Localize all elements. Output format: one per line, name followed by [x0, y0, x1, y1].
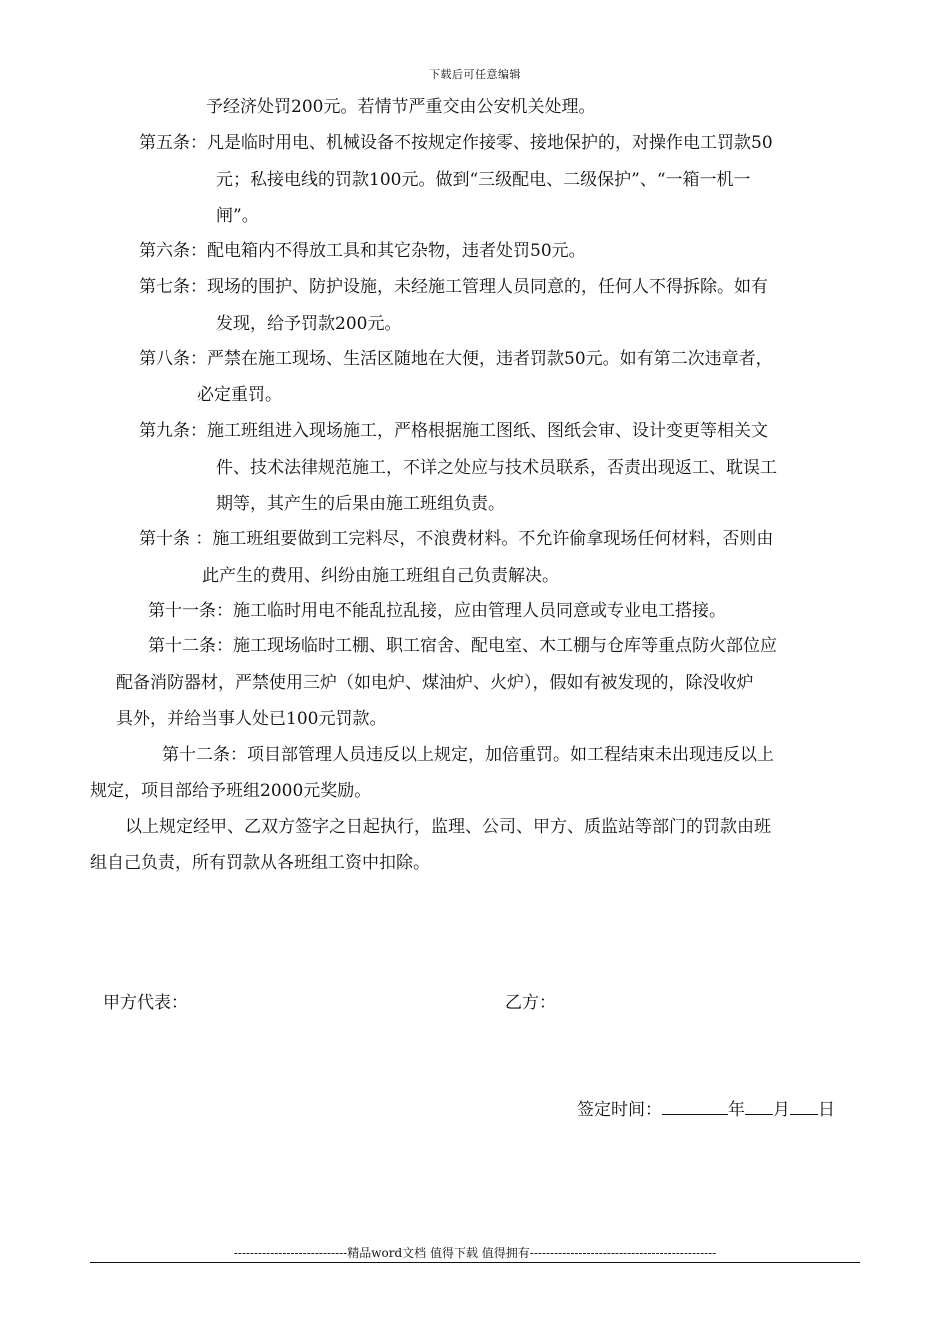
clause-line: 期等，其产生的后果由施工班组负责。 — [216, 494, 505, 514]
page-header: 下载后可任意编辑 — [429, 68, 521, 81]
day-label: 日 — [818, 1100, 835, 1120]
signing-date-label: 签定时间： — [577, 1100, 662, 1120]
footer-divider — [90, 1262, 860, 1263]
clause-line: 元；私接电线的罚款100元。做到“三级配电、二级保护”、“一箱一机一 — [216, 170, 751, 190]
clause-line: 发现，给予罚款200元。 — [216, 314, 402, 334]
clause-9-heading: 第九条：施工班组进入现场施工，严格根据施工图纸、图纸会审、设计变更等相关文 — [139, 421, 768, 441]
month-blank — [745, 1098, 773, 1115]
party-b-label: 乙方： — [505, 993, 556, 1013]
clause-12b-heading: 第十二条：项目部管理人员违反以上规定，加倍重罚。如工程结束未出现违反以上 — [162, 745, 774, 765]
page-footer: ----------------------------精品word文档 值得下载 值得拥有---------------------------------------------- — [233, 1246, 717, 1260]
day-blank — [790, 1098, 818, 1115]
closing-paragraph-line: 组自己负责，所有罚款从各班组工资中扣除。 — [90, 853, 430, 873]
month-label: 月 — [773, 1100, 790, 1120]
clause-8-heading: 第八条：严禁在施工现场、生活区随地在大便，违者罚款50元。如有第二次违章者， — [139, 349, 773, 369]
clause-11-heading: 第十一条：施工临时用电不能乱拉乱接，应由管理人员同意或专业电工搭接。 — [148, 601, 726, 621]
clause-line: 具外，并给当事人处已100元罚款。 — [116, 709, 387, 729]
clause-12-heading: 第十二条：施工现场临时工棚、职工宿舍、配电室、木工棚与仓库等重点防火部位应 — [148, 636, 777, 656]
clause-line: 必定重罚。 — [197, 385, 282, 405]
clause-line: 此产生的费用、纠纷由施工班组自己负责解决。 — [202, 566, 559, 586]
clause-line: 予经济处罚200元。若情节严重交由公安机关处理。 — [206, 97, 596, 117]
year-blank — [662, 1098, 728, 1115]
clause-line: 件、技术法律规范施工，不详之处应与技术员联系，否责出现返工、耽误工 — [216, 458, 777, 478]
clause-line: 配备消防器材，严禁使用三炉（如电炉、煤油炉、火炉），假如有被发现的，除没收炉 — [116, 673, 754, 693]
clause-line: 闸”。 — [216, 206, 259, 226]
clause-6-heading: 第六条：配电箱内不得放工具和其它杂物，违者处罚50元。 — [139, 241, 586, 261]
clause-5-heading: 第五条：凡是临时用电、机械设备不按规定作接零、接地保护的，对操作电工罚款50 — [139, 133, 773, 153]
closing-paragraph: 以上规定经甲、乙双方签字之日起执行，监理、公司、甲方、质监站等部门的罚款由班 — [125, 817, 771, 837]
signing-date — [577, 1098, 835, 1121]
clause-7-heading: 第七条：现场的围护、防护设施，未经施工管理人员同意的，任何人不得拆除。如有 — [139, 277, 768, 297]
year-label: 年 — [728, 1100, 745, 1120]
clause-10-heading: 第十条 ：施工班组要做到工完料尽，不浪费材料。不允许偷拿现场任何材料，否则由 — [139, 529, 774, 549]
clause-line: 规定，项目部给予班组2000元奖励。 — [90, 781, 372, 801]
party-a-label: 甲方代表： — [103, 993, 188, 1013]
